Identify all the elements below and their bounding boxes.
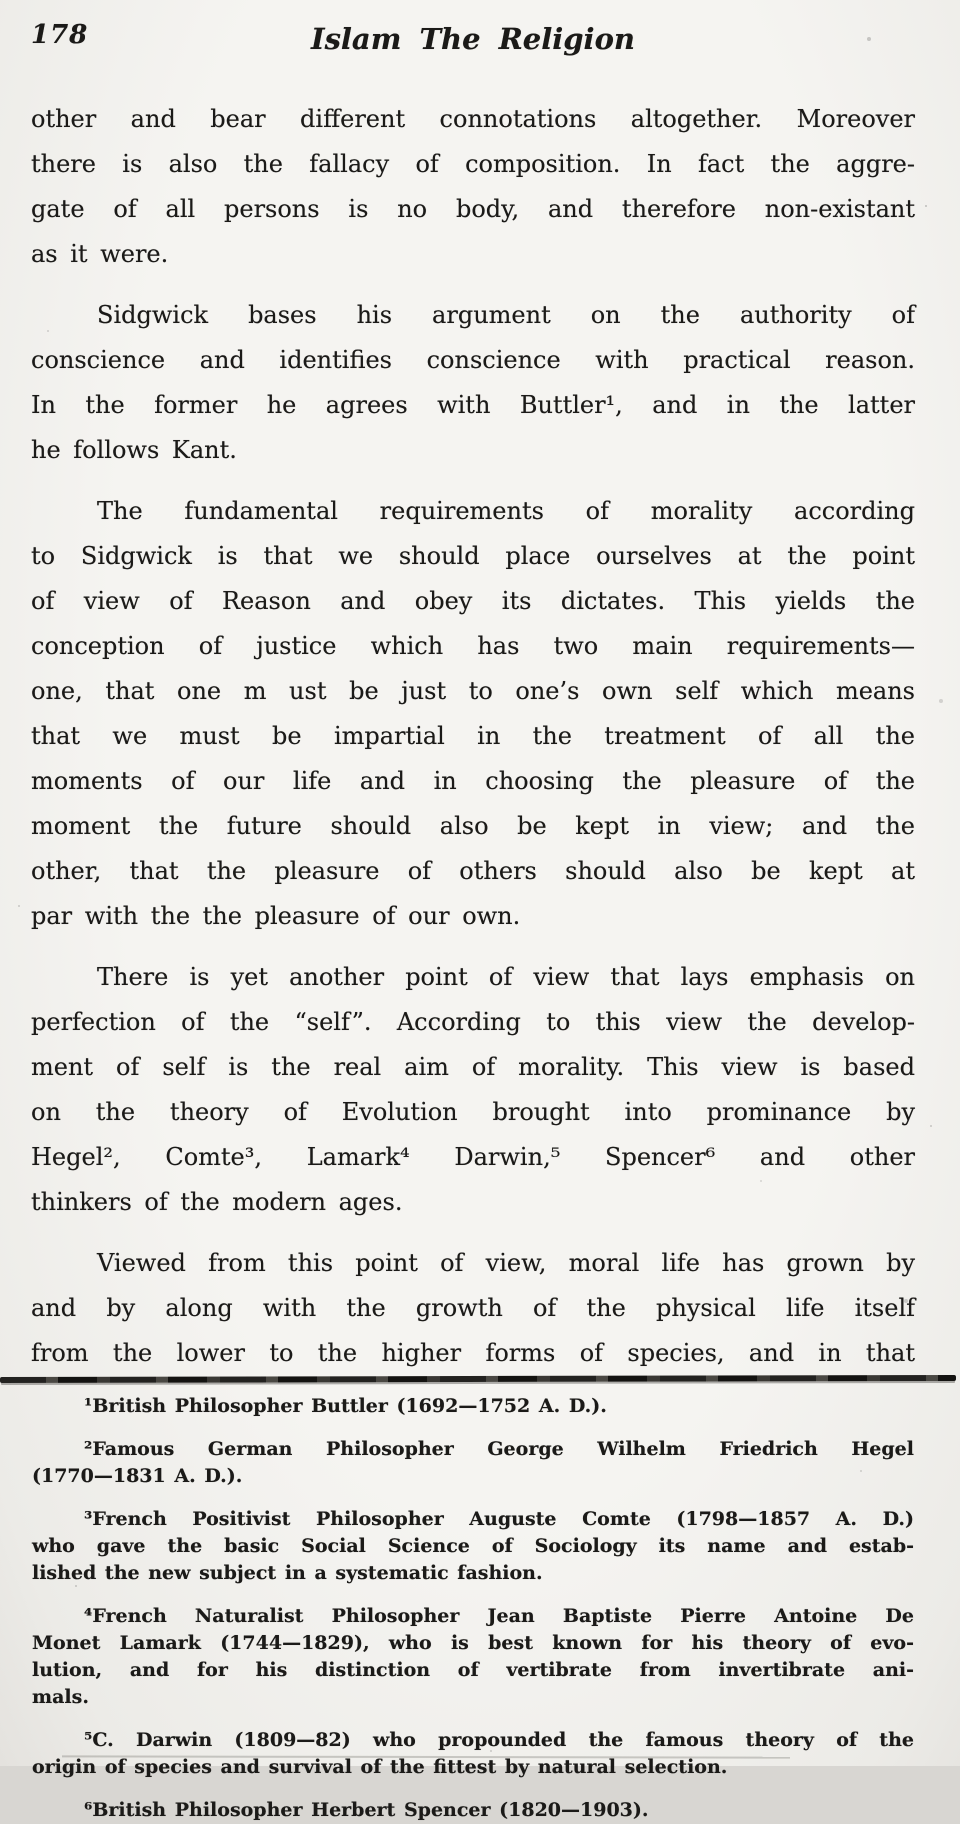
body-text-line: moment the future should also be kept in view; and the <box>31 812 915 840</box>
footnote-line: Monet Lamark (1744—1829), who is best known for his theory of evo- <box>32 1632 914 1654</box>
footnote-line: lution, and for his distinction of vertibrate from invertibrate ani- <box>32 1659 914 1681</box>
body-text-line: perfection of the “self”. According to this view the develop- <box>31 1008 915 1036</box>
footnotes <box>32 1393 914 1824</box>
page-number: 178 <box>31 20 89 50</box>
paragraph <box>31 955 915 1225</box>
body-text-line: conscience and identifies conscience with practical reason. <box>31 346 915 374</box>
body-text-line: conception of justice which has two main requirements— <box>31 632 915 660</box>
paragraph <box>31 293 915 473</box>
body-text-line: one, that one m ust be just to one’s own self which means <box>31 677 915 705</box>
paragraph <box>31 97 915 277</box>
running-title: Islam The Religion <box>311 22 635 56</box>
footnote-line: ³French Positivist Philosopher Auguste Comte (1798—1857 A. D.) <box>84 1508 914 1530</box>
footnote-line: mals. <box>32 1686 89 1708</box>
body-text-line: on the theory of Evolution brought into prominance by <box>31 1098 915 1126</box>
body-text-line: there is also the fallacy of composition. In fact the aggre- <box>31 150 915 178</box>
body-text-line: other and bear different connotations altogether. Moreover <box>31 105 915 133</box>
footnote <box>32 1393 914 1420</box>
body-text-line: Hegel², Comte³, Lamark⁴ Darwin,⁵ Spencer⁶ and other <box>31 1143 915 1171</box>
body-text-line: Viewed from this point of view, moral life has grown by <box>97 1249 915 1277</box>
body-text-line: and by along with the growth of the physical life itself <box>31 1294 915 1322</box>
footnote-separator-rule <box>0 1375 956 1383</box>
body-text <box>31 97 915 1376</box>
body-text-line: he follows Kant. <box>31 436 237 464</box>
footnote-line: ⁶British Philosopher Herbert Spencer (1820—1903). <box>84 1799 649 1821</box>
footnote <box>32 1603 914 1711</box>
body-text-line: other, that the pleasure of others should also be kept at <box>31 857 915 885</box>
footnote-line: origin of species and survival of the fittest by natural selection. <box>32 1756 728 1778</box>
body-text-line: Sidgwick bases his argument on the authority of <box>97 301 915 329</box>
footnote-line: (1770—1831 A. D.). <box>32 1465 243 1487</box>
footnote <box>32 1436 914 1490</box>
body-text-line: In the former he agrees with Buttler¹, and in the latter <box>31 391 915 419</box>
body-text-line: from the lower to the higher forms of species, and in that <box>31 1339 915 1367</box>
footnote-line: ¹British Philosopher Buttler (1692—1752 A. D.). <box>84 1395 607 1417</box>
footnote-line: who gave the basic Social Science of Sociology its name and estab- <box>32 1535 914 1557</box>
body-text-line: that we must be impartial in the treatment of all the <box>31 722 915 750</box>
body-text-line: ment of self is the real aim of morality. This view is based <box>31 1053 915 1081</box>
body-text-line: thinkers of the modern ages. <box>31 1188 403 1216</box>
body-text-line: The fundamental requirements of morality according <box>97 497 915 525</box>
footnote <box>32 1727 914 1781</box>
body-text-line: There is yet another point of view that lays emphasis on <box>97 963 915 991</box>
body-text-line: par with the the pleasure of our own. <box>31 902 521 930</box>
body-text-line: of view of Reason and obey its dictates. This yields the <box>31 587 915 615</box>
page-header <box>31 16 915 72</box>
body-text-line: moments of our life and in choosing the pleasure of the <box>31 767 915 795</box>
footnote-line: ⁴French Naturalist Philosopher Jean Baptiste Pierre Antoine De <box>84 1605 914 1627</box>
paragraph <box>31 489 915 939</box>
footnote <box>32 1506 914 1587</box>
paragraph <box>31 1241 915 1376</box>
footnote <box>32 1797 914 1824</box>
footnote-line: ²Famous German Philosopher George Wilhelm Friedrich Hegel <box>84 1438 914 1460</box>
footnote-line: lished the new subject in a systematic fashion. <box>32 1562 543 1584</box>
body-text-line: as it were. <box>31 240 169 268</box>
footnote-line: ⁵C. Darwin (1809—82) who propounded the famous theory of the <box>84 1729 914 1751</box>
body-text-line: to Sidgwick is that we should place ourselves at the point <box>31 542 915 570</box>
body-text-line: gate of all persons is no body, and therefore non-existant <box>31 195 915 223</box>
